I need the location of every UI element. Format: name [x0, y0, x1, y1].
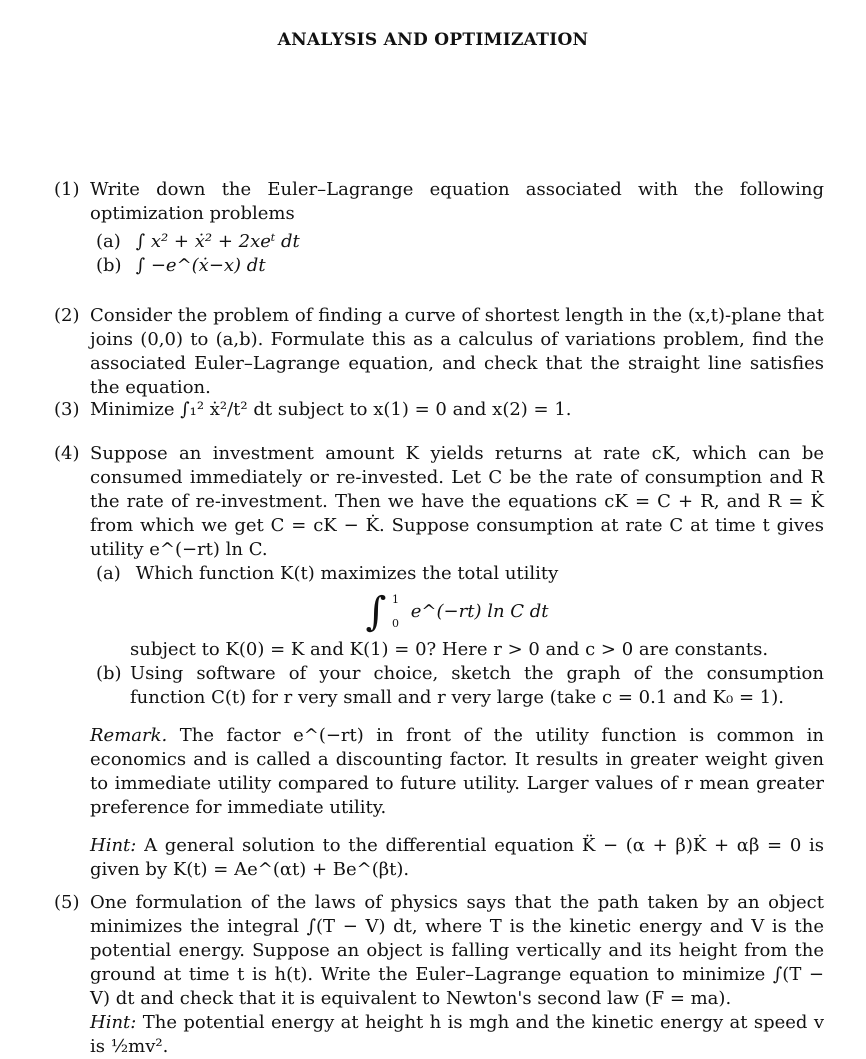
subpart-expression: ∫ x² + ẋ² + 2xeᵗ dt [135, 231, 300, 252]
page-title: ANALYSIS AND OPTIMIZATION [277, 30, 589, 50]
remark [90, 724, 824, 820]
integral-expression: e^(−rt) ln C dt [410, 601, 549, 622]
hint-text: A general solution to the differential equation K̈ − (α + β)K̇ + αβ = 0 is given by K(t) = Ae^(αt) + Be^(βt). [90, 835, 824, 880]
problem-3 [54, 398, 824, 422]
problem-text: One formulation of the laws of physics says that the path taken by an object minimizes the integral ∫(T − V) dt, where T is the kinetic energy and V is the potential energy. Suppose an object is falling vertically and its height from the ground at time t is h(t). Write the Euler–Lagrange equation to minimize ∫(T − V) dt and check that it is equivalent to Newton's second law (F = ma). [90, 892, 824, 1009]
problem-text: Write down the Euler–Lagrange equation associated with the following optimization problems [90, 179, 824, 224]
problem-number: (4) [54, 443, 80, 464]
problem-5 [54, 891, 824, 1059]
hint [90, 1011, 824, 1059]
problem-4 [54, 442, 824, 882]
hint-text: The potential energy at height h is mgh and the kinetic energy at speed v is ½mv². [90, 1012, 824, 1057]
subpart-label: (b) [96, 255, 122, 276]
remark-label: Remark. [90, 725, 168, 746]
remark-text: The factor e^(−rt) in front of the utility function is common in economics and is called a discounting factor. It results in greater weight given to immediate utility compared to future utility. Larger values of r mean greater preference for immediate utility. [90, 725, 824, 818]
problem-number: (1) [54, 179, 80, 200]
subpart-b [96, 254, 824, 278]
subpart-b [96, 662, 824, 710]
integral-upper-limit: 1 [392, 593, 400, 606]
hint-label: Hint: [90, 835, 137, 856]
integral-sign-icon: ∫ [365, 589, 387, 635]
subpart-a [96, 230, 824, 254]
hint [90, 834, 824, 882]
subpart-text: Using software of your choice, sketch the graph of the consumption function C(t) for r very small and r very large (take c = 0.1 and K₀ = 1). [130, 663, 824, 708]
subpart-label: (a) [96, 231, 121, 252]
problem-text: Minimize ∫₁² ẋ²/t² dt subject to x(1) = 0 and x(2) = 1. [90, 399, 572, 420]
display-integral [90, 589, 824, 635]
subpart-a [96, 562, 824, 586]
problem-text: Consider the problem of finding a curve of shortest length in the (x,t)-plane that joins (0,0) to (a,b). Formulate this as a calculus of variations problem, find the associated Euler–Lagrange equation, and check that the straight line satisfies the equation. [90, 305, 824, 398]
problem-number: (5) [54, 892, 80, 913]
hint-label: Hint: [90, 1012, 137, 1033]
integral-lower-limit: 0 [392, 617, 400, 630]
subpart-expression: ∫ −e^(ẋ−x) dt [135, 255, 266, 276]
subpart-label: (a) [96, 563, 121, 584]
problem-2 [54, 304, 824, 400]
subpart-label: (b) [96, 663, 122, 684]
problem-number: (3) [54, 399, 80, 420]
problem-text: Suppose an investment amount K yields returns at rate cK, which can be consumed immediately or re-invested. Let C be the rate of consumption and R the rate of re-investment. Then we have the equations cK = C + R, and R = K̇ from which we get C = cK − K̇. Suppose consumption at rate C at time t gives utility e^(−rt) ln C. [90, 443, 824, 560]
problem-1 [54, 178, 824, 278]
subpart-text: Which function K(t) maximizes the total utility [135, 563, 559, 584]
problem-number: (2) [54, 305, 80, 326]
subpart-continuation: subject to K(0) = K and K(1) = 0? Here r > 0 and c > 0 are constants. [130, 639, 769, 660]
